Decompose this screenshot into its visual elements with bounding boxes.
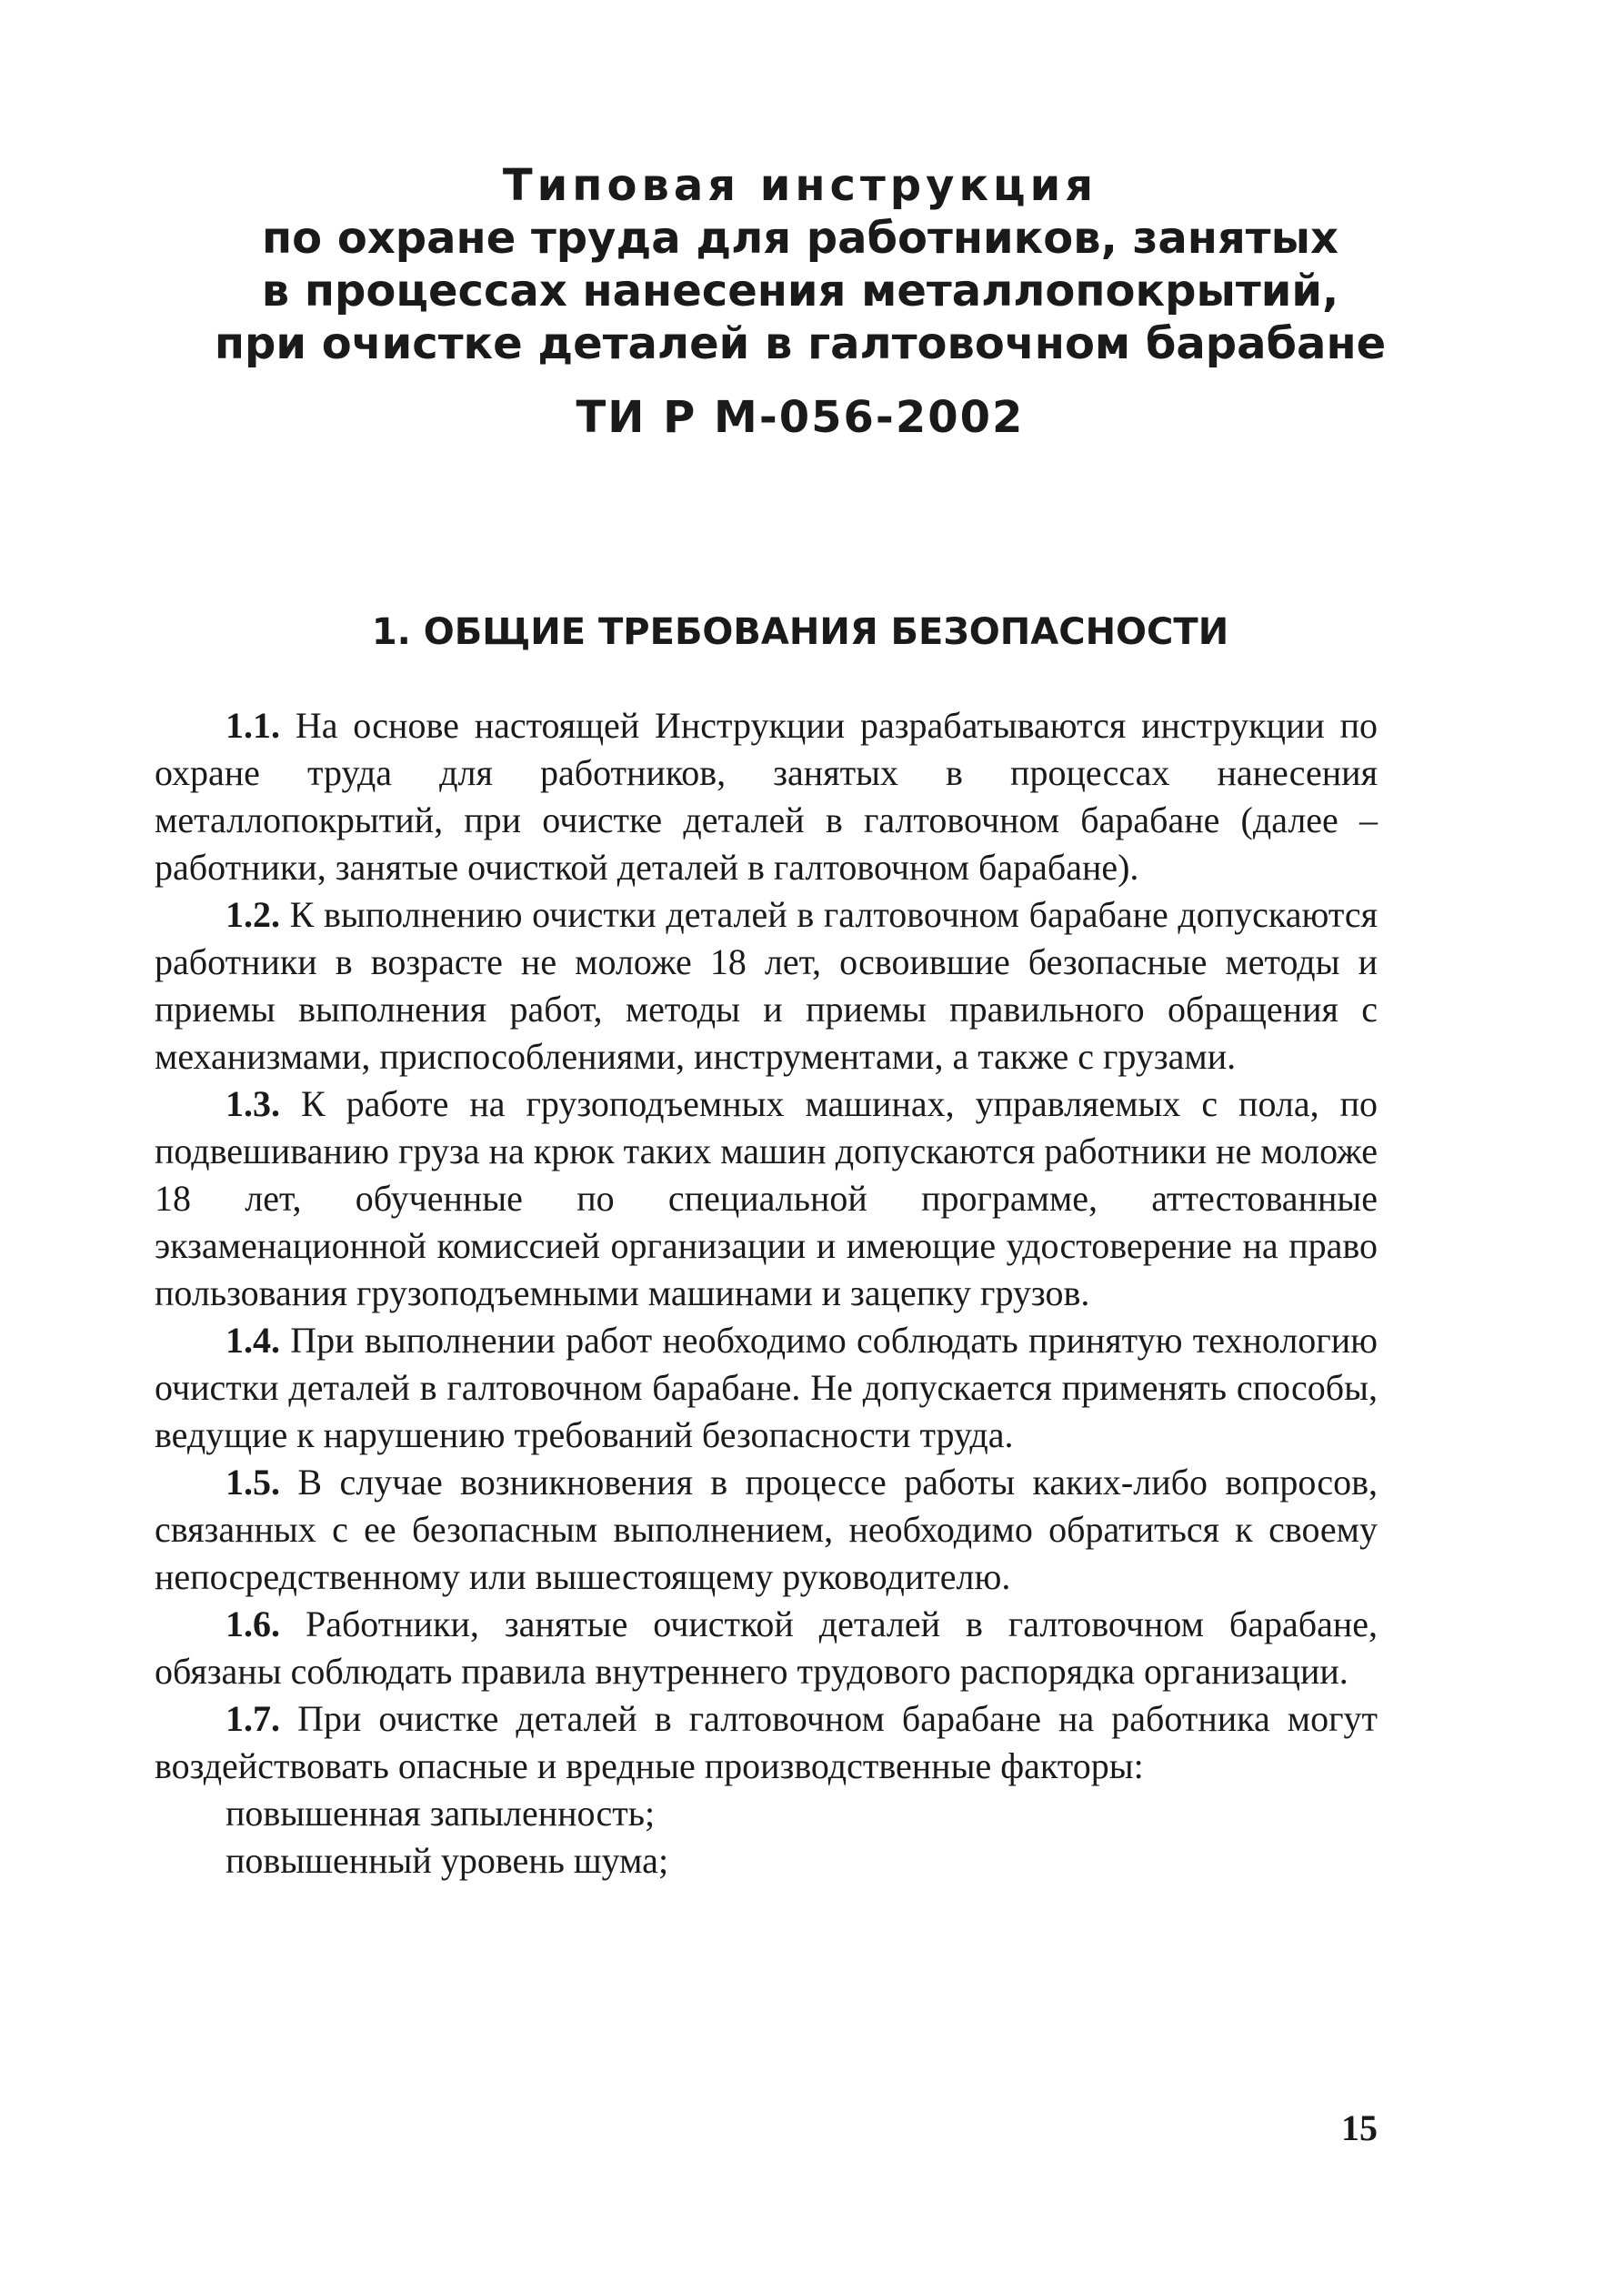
paragraph-number: 1.7. [226, 1698, 280, 1739]
title-line-4: при очистке деталей в галтовочном барабане [214, 318, 1387, 369]
paragraph-1-6 [155, 1601, 1378, 1695]
body-text [155, 702, 1378, 1885]
paragraph-text: К работе на грузоподъемных машинах, управляемых с пола, по подвешиванию груза на крюк таких машин допускаются работники не моложе 18 лет, обученные по специальной программе, аттестованные экзаменационной комиссией организации и имеющие удостоверение на право пользования грузоподъемными машинами и зацепку грузов. [155, 1083, 1378, 1313]
paragraph-number: 1.1. [226, 705, 280, 746]
paragraph-text: Работники, занятые очисткой деталей в галтовочном барабане, обязаны соблюдать правила внутреннего трудового распорядка организации. [155, 1603, 1378, 1692]
paragraph-text: В случае возникновения в процессе работы каких-либо вопросов, связанных с ее безопасным выполнением, необходимо обратиться к своему непосредственному или вышестоящему руководителю. [155, 1462, 1378, 1597]
paragraph-1-3 [155, 1081, 1378, 1317]
paragraph-1-1 [155, 702, 1378, 891]
paragraph-1-7 [155, 1695, 1378, 1790]
paragraph-text: При выполнении работ необходимо соблюдать принятую технологию очистки деталей в галтовочном барабане. Не допускается применять способы, ведущие к нарушению требований безопасности труда. [155, 1320, 1378, 1455]
paragraph-number: 1.2. [226, 894, 280, 935]
paragraph-text: К выполнению очистки деталей в галтовочном барабане допускаются работники в возрасте не моложе 18 лет, освоившие безопасные методы и приемы выполнения работ, методы и приемы правильного обращения с механизмами, приспособлениями, инструментами, а также с грузами. [155, 894, 1378, 1077]
list-item: повышенный уровень шума; [226, 1840, 669, 1881]
section-heading: 1. ОБЩИЕ ТРЕБОВАНИЯ БЕЗОПАСНОСТИ [371, 611, 1229, 653]
paragraph-number: 1.4. [226, 1320, 280, 1361]
paragraph-text: На основе настоящей Инструкции разрабатываются инструкции по охране труда для работников, занятых в процессах нанесения металлопокрытий, при очистке деталей в галтовочном барабане (далее – работники, занятые очисткой деталей в галтовочном барабане). [155, 705, 1378, 888]
paragraph-1-2 [155, 891, 1378, 1081]
paragraph-1-5 [155, 1459, 1378, 1601]
page-number: 15 [1341, 2107, 1378, 2148]
paragraph-text: При очистке деталей в галтовочном барабане на работника могут воздействовать опасные и вредные производственные факторы: [155, 1698, 1378, 1786]
paragraph-number: 1.6. [226, 1603, 280, 1644]
document-code: ТИ Р М-056-2002 [576, 392, 1025, 443]
paragraph-number: 1.5. [226, 1462, 280, 1503]
title-line-1: Типовая инструкция [502, 160, 1098, 211]
title-line-3: в процессах нанесения металлопокрытий, [261, 266, 1339, 317]
title-line-2: по охране труда для работников, занятых [262, 213, 1338, 264]
document-title [164, 159, 1437, 370]
list-item: повышенная запыленность; [226, 1793, 656, 1834]
paragraph-number: 1.3. [226, 1083, 280, 1124]
paragraph-1-4 [155, 1317, 1378, 1459]
